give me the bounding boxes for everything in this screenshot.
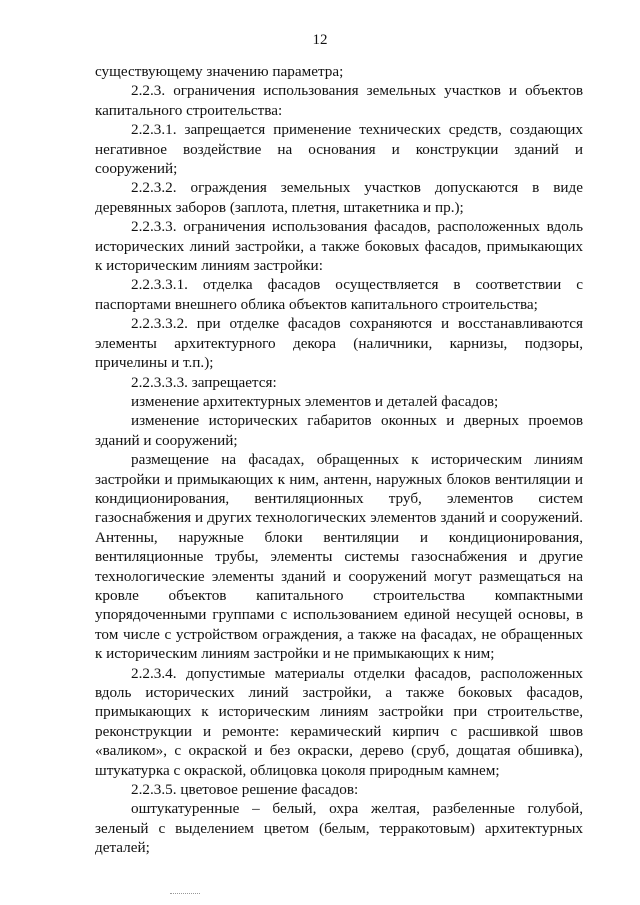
paragraph-2-2-3-5: 2.2.3.5. цветовое решение фасадов: bbox=[131, 781, 359, 799]
paragraph-2-2-3: 2.2.3. ограничения использования земельных участков и объектов капитального строительства: bbox=[95, 82, 583, 119]
list-item-plastered-colors: оштукатуренные – белый, охра желтая, разбеленные голубой, зеленый с выделением цветом (белым, терракотовым) архитектурных деталей; bbox=[95, 800, 583, 857]
paragraph-2-2-3-3-3: 2.2.3.3.3. запрещается: bbox=[131, 373, 277, 391]
list-item-architectural-elements: изменение архитектурных элементов и деталей фасадов; bbox=[131, 392, 499, 410]
list-item-facade-equipment: размещение на фасадах, обращенных к историческим линиям застройки и примыкающих к ним, антенн, наружных блоков вентиляции и кондиционирования, вентиляционных труб, элементов систем газоснабжения и других технологических элементов зданий и сооружений. Антенны, наружные блоки вентиляции и кондиционирования, вентиляционные трубы, элементы системы газоснабжения и другие технологические элементы зданий и сооружений могут размещаться на кровле объектов капитального строительства компактными упорядоченными группами с использованием единой несущей основы, в том числе с устройством ограждения, а также на фасадах, не обращенных к историческим линиям застройки и не примыкающих к ним; bbox=[95, 451, 583, 663]
paragraph-2-2-3-3-2: 2.2.3.3.2. при отделке фасадов сохраняются и восстанавливаются элементы архитектурного декора (наличники, карнизы, подзоры, причелины и т.п.); bbox=[95, 315, 583, 372]
document-body bbox=[95, 62, 583, 858]
list-item-openings: изменение исторических габаритов оконных и дверных проемов зданий и сооружений; bbox=[95, 412, 583, 449]
paragraph-2-2-3-4: 2.2.3.4. допустимые материалы отделки фасадов, расположенных вдоль исторических линий застройки, а также боковых фасадов, примыкающих к историческим линиям застройки при строительстве, реконструкции и ремонте: керамический кирпич с расшивкой швов «валиком», с окраской и без окраски, дерево (сруб, дощатая обшивка), штукатурка с окраской, облицовка цоколя природным камнем; bbox=[95, 664, 583, 779]
footer-mark bbox=[170, 893, 200, 895]
page-number: 12 bbox=[312, 32, 328, 48]
paragraph-2-2-3-1: 2.2.3.1. запрещается применение технических средств, создающих негативное воздействие на основания и конструкции зданий и сооружений; bbox=[95, 121, 583, 178]
paragraph-2-2-3-2: 2.2.3.2. ограждения земельных участков допускаются в виде деревянных заборов (заплота, плетня, штакетника и пр.); bbox=[95, 179, 583, 216]
paragraph-2-2-3-3: 2.2.3.3. ограничения использования фасадов, расположенных вдоль исторических линий застройки, а также боковых фасадов, примыкающих к историческим линиям застройки: bbox=[95, 218, 583, 275]
paragraph-2-2-3-3-1: 2.2.3.3.1. отделка фасадов осуществляется в соответствии с паспортами внешнего облика объектов капитального строительства; bbox=[95, 276, 583, 313]
paragraph-continuation: существующему значению параметра; bbox=[95, 63, 344, 80]
